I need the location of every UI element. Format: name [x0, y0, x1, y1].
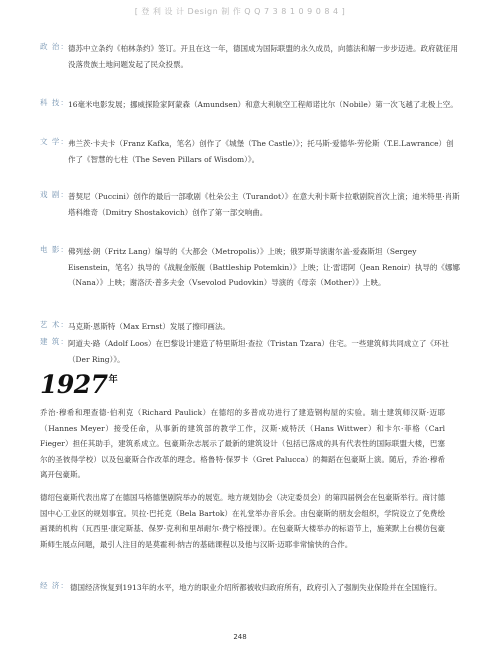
entry-label: 经 济：	[40, 581, 69, 590]
year-number: 1927	[40, 370, 108, 399]
entry-label: 政 治：	[40, 42, 69, 51]
entry-label: 文 学：	[40, 137, 69, 146]
entry-text: 16毫米电影发展；挪威探险家阿蒙森（Amundsen）和意大利航空工程师诺比尔（Nobile）第一次飞越了北极上空。	[68, 100, 458, 109]
entry-label: 艺 术：	[40, 320, 69, 329]
entry-text: 弗兰茨·卡夫卡（Franz Kafka，笔名）创作了《城堡（The Castle）》；托马斯·爱德华·劳伦斯（T.E.Lawrance）创作了《智慧的七柱（The Seven Pillars of Wisdom）》。	[68, 139, 454, 164]
entry-text: 德国经济恢复到1913年的水平，地方的职业介绍所都被收归政府所有，政府引入了强制失业保险并在全国施行。	[70, 583, 442, 592]
entry-text: 佛列兹·朗（Fritz Lang）编导的《大都会（Metropolis）》上映；俄罗斯导演谢尔盖·爱森斯坦（Sergey Eisenstein，笔名）执导的《战舰金版舰（Battleship Potemkin）》上映；让·雷诺阿（Jean Renoir）执导的《娜娜（Nana）》上映；谢洛沃·普多夫金（Vsevolod Pudovkin）导演的《母亲（Mother）》上映。	[68, 247, 460, 287]
entry-label: 科 技：	[40, 98, 69, 107]
entry-text: 马克斯·恩斯特（Max Ernst）发展了擦印画法。	[68, 322, 230, 331]
entry-text: 德苏中立条约《柏林条约》签订。开且在这一年，德国成为国际联盟的永久成员，向德法和解一步步迈进。政府就征用没落贵族土地问题发起了民众投票。	[68, 44, 458, 69]
entry-label: 建 筑：	[40, 337, 69, 346]
paragraph: 德绍包豪斯代表出席了在德国马格德堡剧院举办的展览。地方规划协会（决定委员会）的第四届例会在包豪斯举行。商讨德国中心工业区的规划事宜。贝拉·巴托克（Bela Bartok）在礼堂举办音乐会。由包豪斯的朋友会组织，学院设立了免费绘画课的机构（瓦西里·康定斯基、保罗·克利和里昂耐尔·费宁格授课）。在包豪斯大楼举办的标语节上，施莱默上台模仿包豪斯师生展点问题，最引人注目的是莫霍利·纳吉的基础课程以及他与汉斯·迈耶非常愉快的合作。	[40, 493, 445, 549]
paragraph: 乔治·穆希和理查德·伯利克（Richard Paulick）在德绍的多普成功进行了建造钢构屋的实验。瑞士建筑师汉斯·迈耶（Hannes Meyer）接受任命，从事新的建筑部的教学工作，汉斯·威特沃（Hans Wittwer）和卡尔·菲格（Carl Fieger）担任其助手，建筑系成立。包豪斯杂志展示了最新的建筑设计（包括已落成的具有代表性的国际联盟大楼，巴塞尔的圣彼得学校）以及包豪斯合作改革的理念。格鲁特·保罗卡（Gret Palucca）的舞蹈在包豪斯上演。随后，乔治·穆希离开包豪斯。	[40, 408, 445, 479]
entry-label: 戏 剧：	[40, 190, 69, 199]
entry-label: 电 影：	[40, 245, 69, 254]
year-suffix: 年	[108, 375, 118, 385]
entry-text: 普契尼（Puccini）创作的最后一部歌剧《杜朵公主（Turandot）》在意大利卡斯卡拉歌剧院首次上演；迪米特里·肖斯塔科维奇（Dmitry Shostakovich）创作了第一部交响曲。	[68, 192, 460, 217]
page-number: 248	[233, 633, 247, 641]
entry-text: 阿道夫·路（Adolf Loos）在巴黎设计建造了特里斯坦·查拉（Tristan Tzara）住宅。一些建筑师共同成立了《环社（Der Ring）》。	[68, 339, 449, 364]
watermark: [ 登 利 设 计 Design 制 作 Q Q 7 3 8 1 0 9 0 8 4 ]	[134, 7, 346, 16]
year-heading	[40, 370, 117, 399]
